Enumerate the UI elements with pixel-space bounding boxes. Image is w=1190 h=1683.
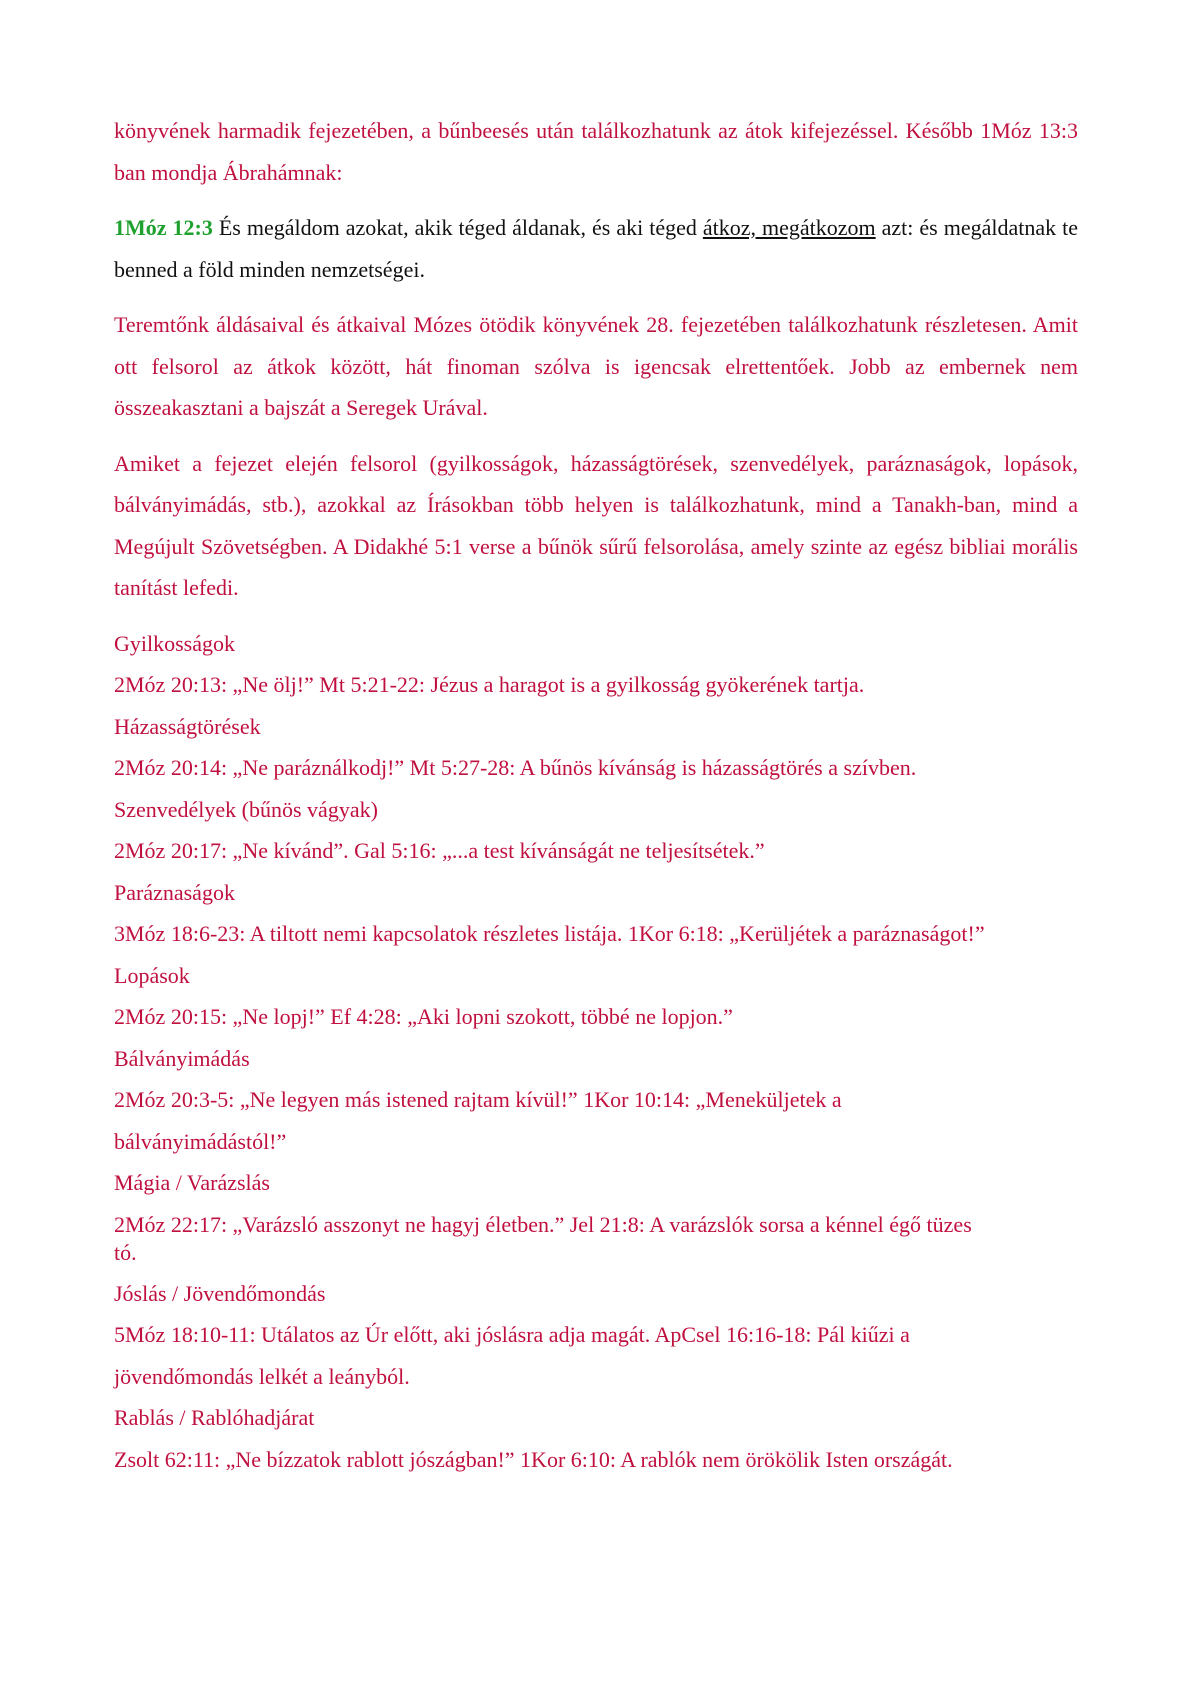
sin-heading: Szenvedélyek (bűnös vágyak) bbox=[114, 796, 378, 822]
sin-heading: Gyilkosságok bbox=[114, 630, 235, 656]
sin-list bbox=[114, 623, 1078, 1481]
sin-reference-text-line2: tó. bbox=[114, 1239, 137, 1265]
sin-reference-text: 2Móz 20:13: „Ne ölj!” Mt 5:21-22: Jézus a haragot is a gyilkosság gyökerének tartja. bbox=[114, 672, 865, 697]
quote-text-before: És megáldom azokat, akik téged áldanak, és aki téged bbox=[212, 215, 703, 240]
sin-reference-text: 2Móz 20:17: „Ne kívánd”. Gal 5:16: „...a test kívánságát ne teljesítsétek.” bbox=[114, 838, 765, 863]
bible-quote bbox=[114, 207, 1078, 290]
list-item bbox=[114, 623, 1078, 706]
list-item bbox=[114, 706, 1078, 789]
sin-reference-text-line1: 5Móz 18:10-11: Utálatos az Úr előtt, aki jóslásra adja magát. ApCsel 16:16-18: Pál kiűzi a bbox=[114, 1322, 910, 1347]
sin-heading: Mágia / Varázslás bbox=[114, 1170, 270, 1195]
list-item bbox=[114, 1273, 1078, 1398]
list-item bbox=[114, 1397, 1078, 1480]
list-item bbox=[114, 955, 1078, 1038]
paragraph-intro: könyvének harmadik fejezetében, a bűnbeesés után találkozhatunk az átok kifejezéssel. Később 1Móz 13:3 ban mondja Ábrahámnak: bbox=[114, 118, 1078, 185]
list-item bbox=[114, 1038, 1078, 1163]
quote-underlined-text: átkoz, megátkozom bbox=[702, 215, 876, 240]
sin-heading: Bálványimádás bbox=[114, 1045, 250, 1071]
sin-reference-text: 2Móz 20:14: „Ne paráználkodj!” Mt 5:27-28: A bűnös kívánság is házasságtörés a szívben. bbox=[114, 755, 917, 780]
sin-heading: Rablás / Rablóhadjárat bbox=[114, 1405, 315, 1430]
sin-reference-text-line2: bálványimádástól!” bbox=[114, 1128, 287, 1154]
sin-heading: Lopások bbox=[114, 962, 190, 988]
paragraph-sin-list: Amiket a fejezet elején felsorol (gyilkosságok, házasságtörések, szenvedélyek, paráznaságok, lopások, bálványimádás, stb.), azokkal az Írásokban több helyen is találkozhatunk, mind a Tanakh-ban, mind a Megújult Szövetségben. A Didakhé 5:1 verse a bűnök sűrű felsorolása, amely szinte az egész bibliai morális tanítást lefedi. bbox=[114, 450, 1078, 600]
list-item bbox=[114, 789, 1078, 872]
sin-heading: Paráznaságok bbox=[114, 879, 235, 905]
page-content bbox=[114, 110, 1078, 1480]
verse-reference: 1Móz 12:3 bbox=[114, 215, 213, 240]
sin-reference-text-line1: 2Móz 22:17: „Varázsló asszonyt ne hagyj életben.” Jel 21:8: A varázslók sorsa a kénnel égő tüzes bbox=[114, 1211, 972, 1237]
paragraph-blessings-curses: Teremtőnk áldásaival és átkaival Mózes ötödik könyvének 28. fejezetében találkozhatunk részletesen. Amit ott felsorol az átkok között, hát finoman szólva is igencsak elrettentőek. Jobb az embernek nem összeakasztani a bajszát a Seregek Urával. bbox=[114, 312, 1078, 420]
sin-reference-text-line2: jövendőmondás lelkét a leányból. bbox=[114, 1363, 410, 1389]
sin-reference-text: Zsolt 62:11: „Ne bízzatok rablott jószágban!” 1Kor 6:10: A rablók nem örökölik Isten országát. bbox=[114, 1446, 953, 1472]
list-item bbox=[114, 1162, 1078, 1273]
sin-reference-text-line1: 2Móz 20:3-5: „Ne legyen más istened rajtam kívül!” 1Kor 10:14: „Meneküljetek a bbox=[114, 1087, 842, 1112]
sin-reference-block bbox=[114, 1204, 1078, 1273]
sin-heading: Házasságtörések bbox=[114, 713, 261, 739]
list-item bbox=[114, 872, 1078, 955]
quote-text-after: azt: és megáldatnak te benned a föld minden nemzetségei. bbox=[114, 215, 1078, 282]
sin-reference-text: 2Móz 20:15: „Ne lopj!” Ef 4:28: „Aki lopni szokott, többé ne lopjon.” bbox=[114, 1004, 733, 1029]
sin-reference-text: 3Móz 18:6-23: A tiltott nemi kapcsolatok részletes listája. 1Kor 6:18: „Kerüljétek a paráznaságot!” bbox=[114, 921, 985, 946]
sin-heading: Jóslás / Jövendőmondás bbox=[114, 1280, 326, 1306]
